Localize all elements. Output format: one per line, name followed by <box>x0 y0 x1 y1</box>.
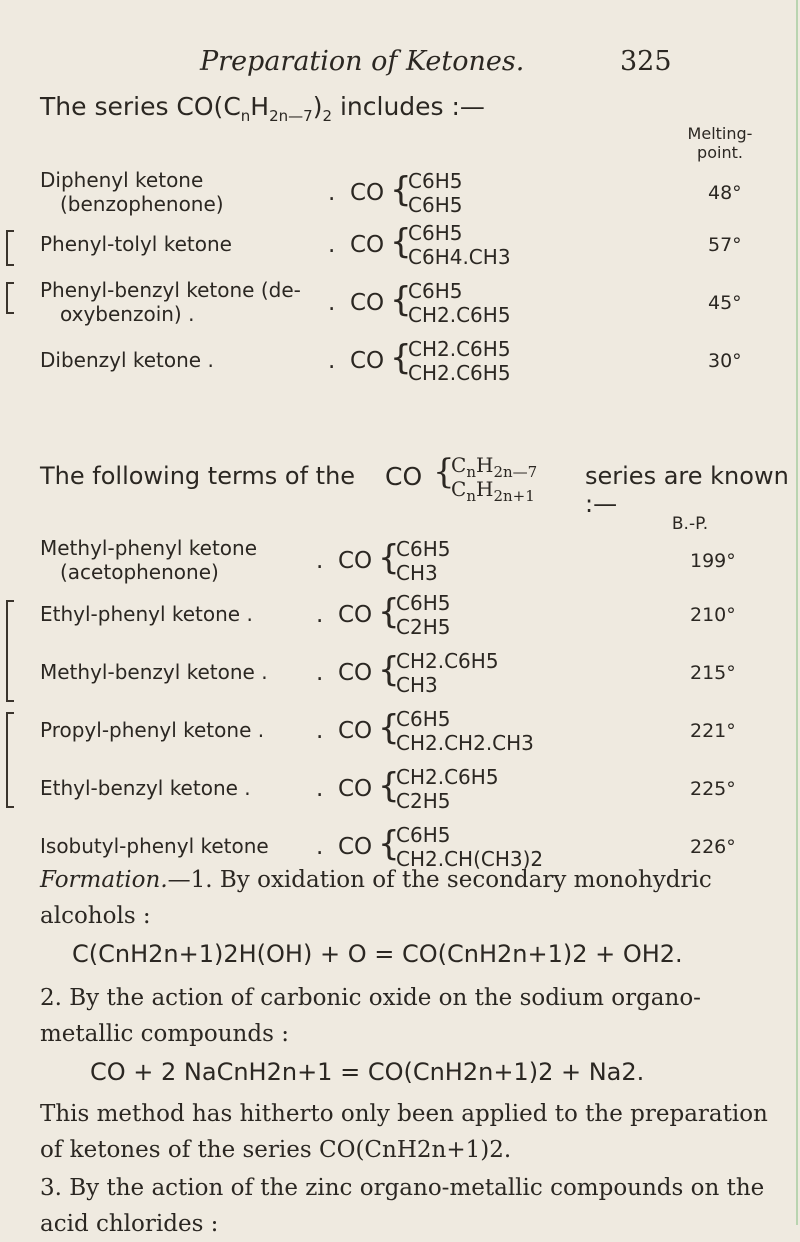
series2-row <box>0 706 800 766</box>
series1-name: Phenyl-benzyl ketone (de- <box>40 278 301 302</box>
formation-paragraph-1: Formation.—1. By oxidation of the secondary monohydric alcohols : <box>40 867 712 929</box>
series1-name-line2: oxybenzoin) . <box>60 302 195 326</box>
series1-row <box>0 278 800 338</box>
series2-leader-dot: . <box>316 718 324 744</box>
series2-leader-dot: . <box>316 834 324 860</box>
boiling-point-header: B.-P. <box>671 514 709 534</box>
series1-formula-brace: { <box>390 280 412 320</box>
series2-co-label: CO <box>338 834 373 860</box>
series2-leader-dot: . <box>316 660 324 686</box>
equation-2: CO + 2 NaCnH2n+1 = CO(CnH2n+1)2 + Na2. <box>90 1058 645 1086</box>
series2-value: 226° <box>690 836 736 858</box>
series2-value: 221° <box>690 720 736 742</box>
series1-row <box>0 220 800 280</box>
series2-name: Ethyl-benzyl ketone . <box>40 776 251 800</box>
series2-intro-tail: series are known :— <box>585 462 789 518</box>
page-number: 325 <box>620 46 672 77</box>
series2-co-label: CO <box>338 776 373 802</box>
series2-formula-bottom: CH3 <box>396 561 438 585</box>
series2-row <box>0 536 800 596</box>
series2-formula-brace: { <box>378 538 400 578</box>
series2-row <box>0 590 800 650</box>
series1-co-label: CO <box>350 348 385 374</box>
formation-paragraph-3: This method has hitherto only been applied to the preparation of ketones of the series CO(CnH2n+1)2. <box>40 1101 768 1163</box>
series1-bracket-a <box>6 230 14 266</box>
series1-formula-bottom: C6H4.CH3 <box>408 245 511 269</box>
series2-intro: The following terms of the <box>40 462 356 490</box>
series2-bracket-a <box>6 600 14 702</box>
series2-formula-bottom: CH3 <box>396 673 438 697</box>
series1-leader-dot: . <box>328 290 336 316</box>
series2-formula-top: C6H5 <box>396 537 451 561</box>
series2-value: 215° <box>690 662 736 684</box>
series1-formula-bottom: C6H5 <box>408 193 463 217</box>
series2-row <box>0 764 800 824</box>
series1-value: 45° <box>708 292 742 314</box>
series1-co-label: CO <box>350 290 385 316</box>
series2-leader-dot: . <box>316 602 324 628</box>
series2-row <box>0 648 800 708</box>
series1-formula-top: CH2.C6H5 <box>408 337 511 361</box>
series1-formula-bottom: CH2.C6H5 <box>408 303 511 327</box>
series1-leader-dot: . <box>328 348 336 374</box>
intro-bottom-group: $C_nH_{2n+1}$ <box>451 477 535 505</box>
series2-name: Methyl-benzyl ketone . <box>40 660 268 684</box>
series2-formula-top: C6H5 <box>396 707 451 731</box>
series1-leader-dot: . <box>328 232 336 258</box>
series2-name: Ethyl-phenyl ketone . <box>40 602 253 626</box>
series2-formula-bottom: CH2.CH(CH3)2 <box>396 847 544 871</box>
series2-formula-brace: { <box>378 766 400 806</box>
series1-formula-bottom: CH2.C6H5 <box>408 361 511 385</box>
series1-formula-brace: { <box>390 338 412 378</box>
series1-bracket-b <box>6 282 14 314</box>
series2-name: Isobutyl-phenyl ketone <box>40 834 269 858</box>
running-header <box>0 46 800 86</box>
series2-formula-brace: { <box>378 708 400 748</box>
series2-co-label: CO <box>338 548 373 574</box>
formation-paragraph-4: 3. By the action of the zinc organo-metallic compounds on the acid chlorides : <box>40 1175 765 1237</box>
series2-formula-brace: { <box>378 824 400 864</box>
series1-row <box>0 336 800 396</box>
series1-co-label: CO <box>350 180 385 206</box>
series1-formula-top: C6H5 <box>408 221 463 245</box>
series2-formula-bottom: C2H5 <box>396 789 451 813</box>
series2-co-label: CO <box>338 718 373 744</box>
series2-name-line2: (acetophenone) <box>60 560 219 584</box>
series2-leader-dot: . <box>316 548 324 574</box>
series2-formula-brace: { <box>378 650 400 690</box>
series1-formula-brace: { <box>390 222 412 262</box>
series1-row <box>0 168 800 228</box>
series2-value: 225° <box>690 778 736 800</box>
series2-formula-brace: { <box>378 592 400 632</box>
series1-name: Phenyl-tolyl ketone <box>40 232 232 256</box>
intro-top-group: $C_nH_{2n—7}$ <box>451 453 538 481</box>
series2-value: 210° <box>690 604 736 626</box>
series2-formula-top: CH2.C6H5 <box>396 765 499 789</box>
series1-value: 30° <box>708 350 742 372</box>
series1-leader-dot: . <box>328 180 336 206</box>
series1-formula-brace: { <box>390 170 412 210</box>
series1-formula-top: C6H5 <box>408 279 463 303</box>
series2-formula-bottom: C2H5 <box>396 615 451 639</box>
series2-name: Propyl-phenyl ketone . <box>40 718 265 742</box>
series2-formula-bottom: CH2.CH2.CH3 <box>396 731 534 755</box>
series1-value: 48° <box>708 182 742 204</box>
series2-value: 199° <box>690 550 736 572</box>
series2-bracket-b <box>6 712 14 808</box>
series1-value: 57° <box>708 234 742 256</box>
series2-co-label: CO <box>338 660 373 686</box>
series1-co-label: CO <box>350 232 385 258</box>
equation-1: C(CnH2n+1)2H(OH) + O = CO(CnH2n+1)2 + OH2. <box>72 940 683 968</box>
formation-paragraph-2: 2. By the action of carbonic oxide on the sodium organo-metallic compounds : <box>40 985 701 1047</box>
series2-formula-top: C6H5 <box>396 591 451 615</box>
series2-name: Methyl-phenyl ketone <box>40 536 258 560</box>
series2-leader-dot: . <box>316 776 324 802</box>
series2-co-label: CO <box>338 602 373 628</box>
series1-name-line2: (benzophenone) <box>60 192 224 216</box>
series1-intro: The series $CO(C_nH_{2n—7})_2$ includes :— <box>40 92 485 125</box>
series1-formula-top: C6H5 <box>408 169 463 193</box>
series1-name: Dibenzyl ketone . <box>40 348 214 372</box>
series2-formula-top: C6H5 <box>396 823 451 847</box>
melting-point-header: Melting- point. <box>687 124 753 162</box>
series2-intro-formula: CO { $C_nH_{2n—7}$ $C_nH_{2n+1}$ <box>385 450 610 510</box>
chapter-title: Preparation of Ketones. <box>200 46 525 77</box>
series1-name: Diphenyl ketone <box>40 168 204 192</box>
series2-formula-top: CH2.C6H5 <box>396 649 499 673</box>
